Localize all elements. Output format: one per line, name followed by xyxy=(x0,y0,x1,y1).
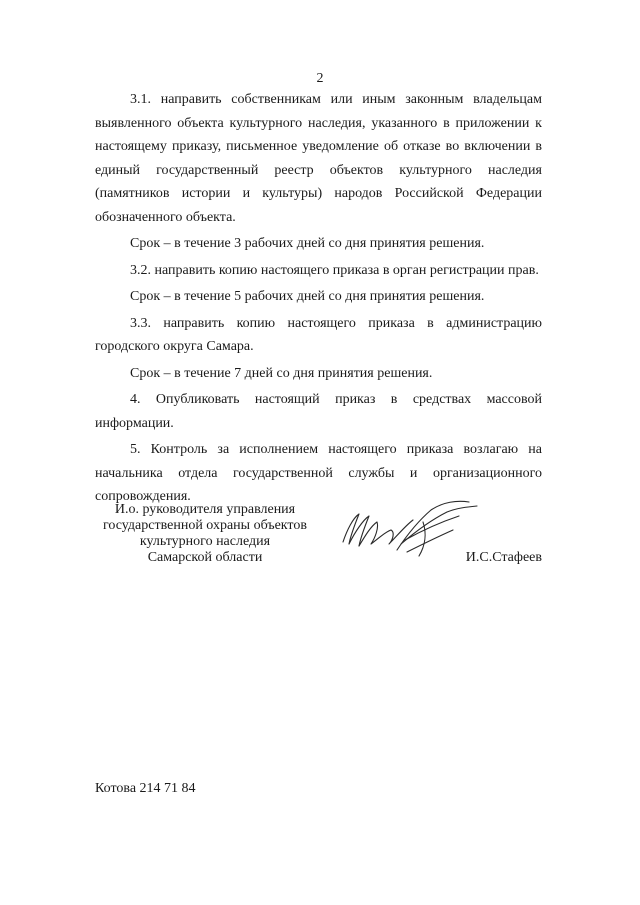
paragraph-3-2: 3.2. направить копию настоящего приказа в орган регистрации прав. xyxy=(130,262,539,278)
deadline-3-2: Срок – в течение 5 рабочих дней со дня принятия решения. xyxy=(130,289,485,304)
contact-line: Котова 214 71 84 xyxy=(95,781,196,796)
paragraph-5: 5. Контроль за исполнением настоящего приказа возлагаю на начальника отдела государственной службы и организационного сопровождения. xyxy=(95,442,542,504)
paragraph-4: 4. Опубликовать настоящий приказ в средствах массовой информации. xyxy=(95,392,542,431)
position-title-line: Самарской области xyxy=(147,550,263,565)
deadline-3-3: Срок – в течение 7 дней со дня принятия решения. xyxy=(130,365,433,381)
signature-block xyxy=(95,502,542,572)
page-number: 2 xyxy=(316,71,324,86)
paragraph-3-3: 3.3. направить копию настоящего приказа в администрацию городского округа Самара. xyxy=(95,315,542,354)
deadline-3-1: Срок – в течение 3 рабочих дней со дня принятия решения. xyxy=(130,236,485,251)
handwritten-signature xyxy=(335,492,485,562)
position-title-line: государственной охраны объектов xyxy=(103,518,307,533)
paragraph-3-1: 3.1. направить собственникам или иным законным владельцам выявленного объекта культурного наследия, указанного в приложении к настоящему приказу, письменное уведомление об отказе во включении в единый государственный реестр объектов культурного наследия (памятников истории и культуры) народов Российской Федерации обозначенного объекта. xyxy=(95,92,542,225)
signer-name: И.С.Стафеев xyxy=(465,550,542,565)
document-body xyxy=(95,88,542,509)
position-title-line: И.о. руководителя управления xyxy=(114,502,296,517)
position-title xyxy=(95,502,315,566)
position-title-line: культурного наследия xyxy=(139,534,271,549)
